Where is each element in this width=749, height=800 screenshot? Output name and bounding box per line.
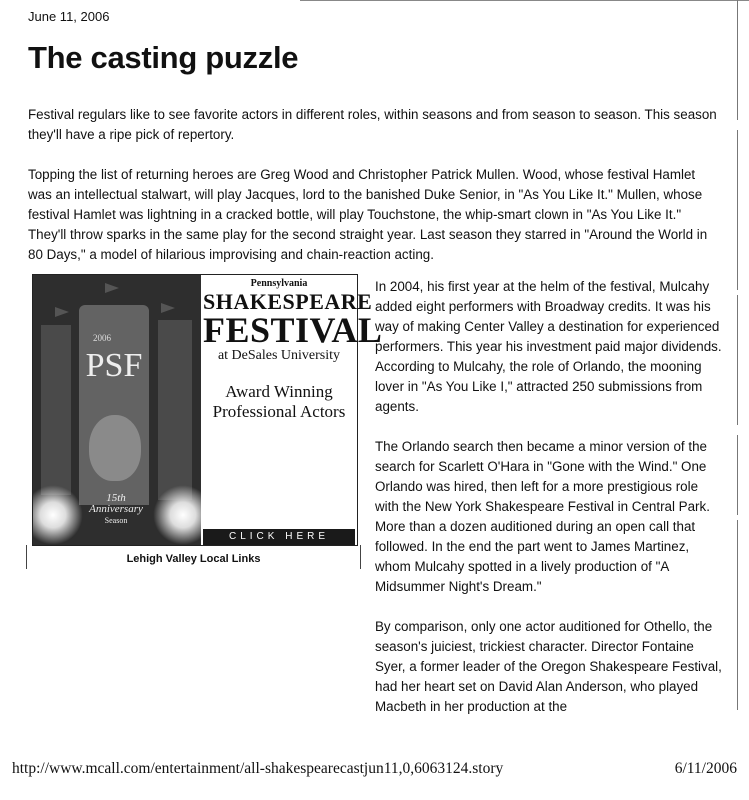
page-edge-line <box>737 295 738 425</box>
mulcahy-paragraph: In 2004, his first year at the helm of the festival, Mulcahy added eight performers with Broadway credits. It was his way of making Center Valley a destination for experienced performers. This year his investment paid major dividends. According to Mulcahy, the role of Orlando, the mooning lover in "As You Like I," attracted 250 submissions from agents. <box>375 279 722 414</box>
anniversary-word: Anniversary <box>89 503 143 515</box>
festival-ad[interactable] <box>32 274 383 546</box>
ad-award-line1: Award Winning <box>225 382 333 401</box>
footer-date: 6/11/2006 <box>674 760 737 777</box>
banner-right <box>158 320 192 500</box>
ad-artwork <box>33 275 201 545</box>
flag-icon <box>105 283 119 293</box>
ad-text <box>203 275 383 545</box>
orlando-paragraph: The Orlando search then became a minor version of the search for Scarlett O'Hara in "Gone with the Wind." One Orlando was hired, then left for a more prestigious role with the New York Shakespeare Festival in Central Park. More than a dozen auditioned during an open call that followed. In the end the part went to James Martinez, whom Mulcahy spotted in a lively production of "A Midsummer Night's Dream." <box>375 439 710 594</box>
anniversary-number: 15th <box>106 492 126 504</box>
ad-state: Pennsylvania <box>250 278 308 289</box>
article-date: June 11, 2006 <box>28 9 110 24</box>
page-edge-line <box>737 130 738 290</box>
ad-year: 2006 <box>93 333 111 343</box>
local-links-label[interactable]: Lehigh Valley Local Links <box>26 545 361 569</box>
ad-award <box>203 382 355 422</box>
top-rule <box>300 0 749 1</box>
click-here-button[interactable]: CLICK HERE <box>203 529 355 545</box>
article-headline: The casting puzzle <box>28 40 299 75</box>
anniversary-badge <box>81 493 151 526</box>
footer-url: http://www.mcall.com/entertainment/all-shakespearecastjun11,0,6063124.story <box>12 760 504 777</box>
ad-award-line2: Professional Actors <box>212 402 346 421</box>
page-edge-line <box>737 520 738 710</box>
anniversary-season: Season <box>104 516 128 525</box>
ad-festival: FESTIVAL <box>203 310 383 350</box>
intro-paragraph: Festival regulars like to see favorite actors in different roles, within seasons and from season to season. This season they'll have a ripe pick of repertory. <box>28 107 717 142</box>
othello-paragraph: By comparison, only one actor auditioned for Othello, the season's juiciest, trickiest character. Director Fontaine Syer, a former leader of the Oregon Shakespeare Festival, had her heart set on David Alan Anderson, who played Macbeth in her production at the <box>375 619 722 714</box>
shakespeare-portrait-icon <box>89 415 141 481</box>
flag-icon <box>55 307 69 317</box>
returning-heroes-paragraph: Topping the list of returning heroes are Greg Wood and Christopher Patrick Mullen. Wood, whose festival Hamlet was an intellectual stalwart, will play Jacques, lord to the banished Duke Senior, in "As You Like It." Mullen, whose festival Hamlet was lightning in a cracked bottle, will play Touchstone, the whip-smart clown in "As You Like It." They'll throw sparks in the same play for the second straight year. Last season they starred in "Around the World in 80 Days," a model of hilarious improvising and chain-reaction acting. <box>28 167 708 262</box>
page-edge-line <box>737 435 738 515</box>
ad-shakespeare: SHAKESPEARE <box>203 289 373 314</box>
right-column <box>375 277 725 737</box>
page-edge-line <box>737 0 738 120</box>
flag-icon <box>161 303 175 313</box>
spotlight-icon <box>153 485 201 545</box>
psf-logo: PSF <box>85 347 143 384</box>
spotlight-icon <box>33 485 83 545</box>
banner-left <box>41 325 71 495</box>
ad-university: at DeSales University <box>217 348 341 363</box>
